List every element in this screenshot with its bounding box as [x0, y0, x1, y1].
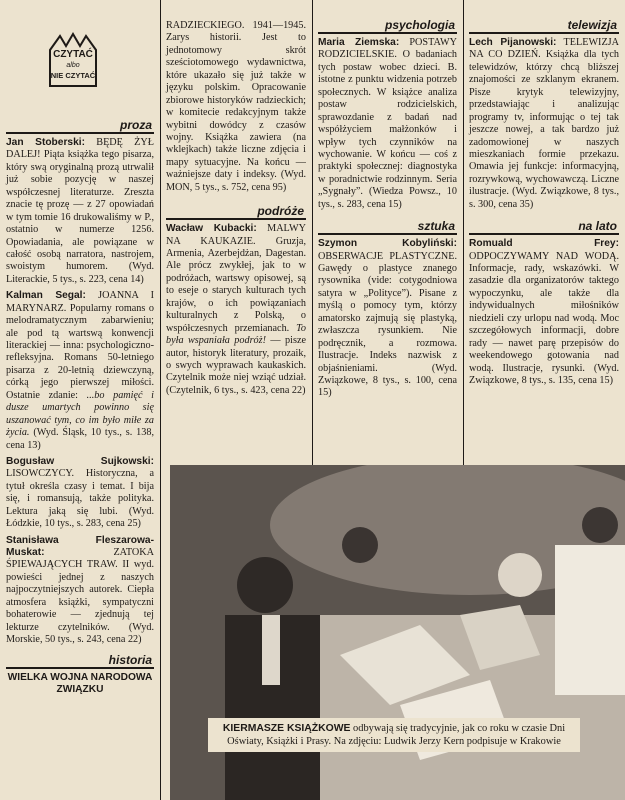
column-rule-2	[312, 0, 313, 465]
review-stoberski	[6, 137, 154, 286]
review-text: OBSERWACJE PLASTYCZNE. Gawędy o plastyce znanego rysownika (vide: cotygodniowa satyra w „Polityce”). Pisane z myślą o pomocy tym, którzy amatorsko zajmują się plastyką, zwłaszcza rysunkiem. Nie podręcznik, a rozmowa. Ilustracje. Indeks nazwisk z objaśnieniami. (Wyd. Związkowe, 8 tys., s. 100, cena 15)	[318, 250, 457, 399]
quote-text: ...bo pamięć i dusze umartych powinno się uszanować tym, co im było miłe za życia.	[6, 389, 154, 439]
photo-caption	[208, 718, 580, 752]
section-head-sztuka: sztuka	[318, 219, 457, 235]
author-name: Lech Pijanowski:	[469, 37, 557, 48]
column-rule-3	[463, 0, 464, 465]
quote-text: To była wspaniała podróż!	[166, 322, 306, 347]
column-1	[6, 118, 154, 696]
author-name: Bogusław Sujkowski:	[6, 455, 154, 467]
section-head-podroze: podróże	[166, 204, 306, 220]
section-head-na-lato: na lato	[469, 219, 619, 235]
review-text: MALWY NA KAUKAZIE. Gruzja, Armenia, Azerbejdżan, Dagestan. Ale prócz zwykłej, jak to w podróżach, wartswy opisowej, są to eseje o starych kulturach tych krajów, o ich powiązaniach kulturalnych z Polską, o współczesnych przemianach.	[166, 223, 306, 334]
author-name: Stanisława Fleszarowa-Muskat:	[6, 534, 154, 558]
author-name: Maria Ziemska:	[318, 37, 400, 48]
czytac-logo	[42, 30, 104, 92]
review-kobylinski	[318, 238, 457, 400]
review-kubacki	[166, 223, 306, 397]
review-text: ODPOCZYWAMY NAD WODĄ. Informacje, rady, wskazówki. W zasadzie dla organizatorów taktego wypoczynku, ale także dla indywidualnych miłośników niedzieli czy urlopu nad wodą. Moc szczegółowych informacji, dobre rady — nawet parę przepisów do weekendowego gotowania nad wodą. Ilustracje, rysunki. (Wyd. Związkowe, 8 tys., s. 135, cena 15)	[469, 250, 619, 386]
logo-line2: albo	[66, 62, 80, 69]
review-text: ZATOKA ŚPIEWAJĄCYCH TRAW. II wyd. powieści jednej z naszych najpoczytniejszych autorek. Ciepła atmosfera książki, sympatyczni bohaterowie — zjednują tej lekturze czytelników. (Wyd. Morskie, 50 tys., s. 243, cena 22)	[6, 547, 154, 646]
review-pijanowski	[469, 37, 619, 211]
review-text: POSTAWY RODZICIELSKIE. O badaniach tych postaw wobec dzieci. B. istotne z punktu widzenia potrzeb społecznych. W książce analiza postaw rodzicielskich, sprawozdanie z badań nad współżyciem małżonków i wpływ tych czynników na wychowanie. W końcu — coś z praktyki społecznej: diagnostyka w poradnictwie rodzinnym. Seria „Sygnały”. (Wiedza Powsz., 10 tys., s. 283, cena 15)	[318, 37, 457, 210]
review-text: RADZIECKIEGO. 1941—1945. Zarys historii. Jest to jednotomowy skrót sześciotomowego wydawnictwa, które ukazało się już także w języku polskim. Opracowanie zbiorowe historyków radzieckich; w komitecie redakcyjnym także wybitni dowódcy z czasów wojny. Książka zawiera (na wklejkach) także liczne zdjęcia i mapy sytuacyjne. Na końcu — ważniejsze daty i indeksy. (Wyd. MON, 5 tys., s. 752, cena 95)	[166, 20, 306, 193]
review-wielka-wojna	[6, 672, 154, 697]
section-head-psychologia: psychologia	[318, 18, 457, 34]
review-ziemska	[318, 37, 457, 211]
column-3	[318, 18, 457, 400]
review-wielka-wojna-cont	[166, 20, 306, 194]
review-text: — pisze autor, historyk literatury, prozaik, o swych wyprawach kaukaskich. Czytelnik może niej wziąć udział. (Czytelnik, 6 tys., s. 423, cena 22)	[166, 335, 306, 396]
section-head-proza: proza	[6, 118, 154, 134]
author-name: Szymon Kobyliński:	[318, 238, 457, 250]
author-name: Wacław Kubacki:	[166, 223, 257, 235]
book-title: WIELKA WOJNA NARODOWA ZWIĄZKU	[7, 671, 153, 695]
review-text: TELEWIZJA NA CO DZIEŃ. Książka dla tych telewidzów, którzy chcą bliższej znajomości ze szklanym ekranem. Pisze krytyk telewizyjny, przedstawiając i analizując programy tv, informując o tej tak jeszcze nowej, a tak bardzo już zadomowionej w naszych mieszkaniach formie przekazu. Omawia jej funkcje: informacyjną, rozrywkową, wychowawczą. Liczne ilustracje. (Wyd. Związkowe, 8 tys., s. 300, cena 35)	[469, 37, 619, 210]
author-name: Romuald Frey:	[469, 238, 619, 250]
review-sujkowski	[6, 456, 154, 531]
review-text: LISOWCZYCY. Historyczna, a tytuł określa czasy i temat. I bija się, i romansują, także polityka. Lektura jaką się lubi. (Wyd. Łódzkie, 10 tys., s. 283, cena 25)	[6, 468, 154, 530]
review-fleszarowa	[6, 535, 154, 647]
review-text: JOANNA I MARYNARZ. Popularny romans o melodramatycznym zabarwieniu; ale pod tą wartswą konwencji literackiej — inna: psychologiczno-refleksyjna. Romans 50-letniego pisarza z 20-letnią dziewczyną, córką jego pierwszej miłości. Ostatnie zdanie:	[6, 290, 154, 401]
author-name: Jan Stoberski:	[6, 137, 85, 148]
review-text: (Wyd. Śląsk, 10 tys., s. 138, cena 13)	[6, 427, 154, 451]
author-name: Kalman Segal:	[6, 290, 86, 302]
review-frey	[469, 238, 619, 387]
caption-text: odbywają się tradycyjnie, jak co roku w czasie Dni Oświaty, Książki i Prasy. Na zdjęciu: Ludwik Jerzy Kern podpisuje w Krakowie	[227, 723, 566, 747]
column-4	[469, 18, 619, 387]
review-text: BĘDĘ ŻYŁ DALEJ! Piąta książka tego pisarza, który swą oryginalną prozą utrwalił już sobie pozycję w naszej współczesnej literaturze. Zreszta znacie tę prozę — z 27 opowiadań w tym tomie 16 drukowaliśmy w P., ostatnio w numerze 1256. Opowiadania, ale powiązane w całość osobą narratora, nastrojem, swoistym humorem. (Wyd. Literackie, 5 tys., s. 223, cena 14)	[6, 137, 154, 285]
column-rule-1	[160, 0, 161, 800]
column-2	[166, 20, 306, 397]
section-head-historia: historia	[6, 653, 154, 669]
review-segal	[6, 290, 154, 452]
caption-lead: KIERMASZE KSIĄŻKOWE	[222, 723, 351, 734]
section-head-telewizja: telewizja	[469, 18, 619, 34]
logo-line1: CZYTAĆ	[53, 49, 93, 60]
logo-line3: NIE CZYTAĆ	[50, 71, 96, 80]
